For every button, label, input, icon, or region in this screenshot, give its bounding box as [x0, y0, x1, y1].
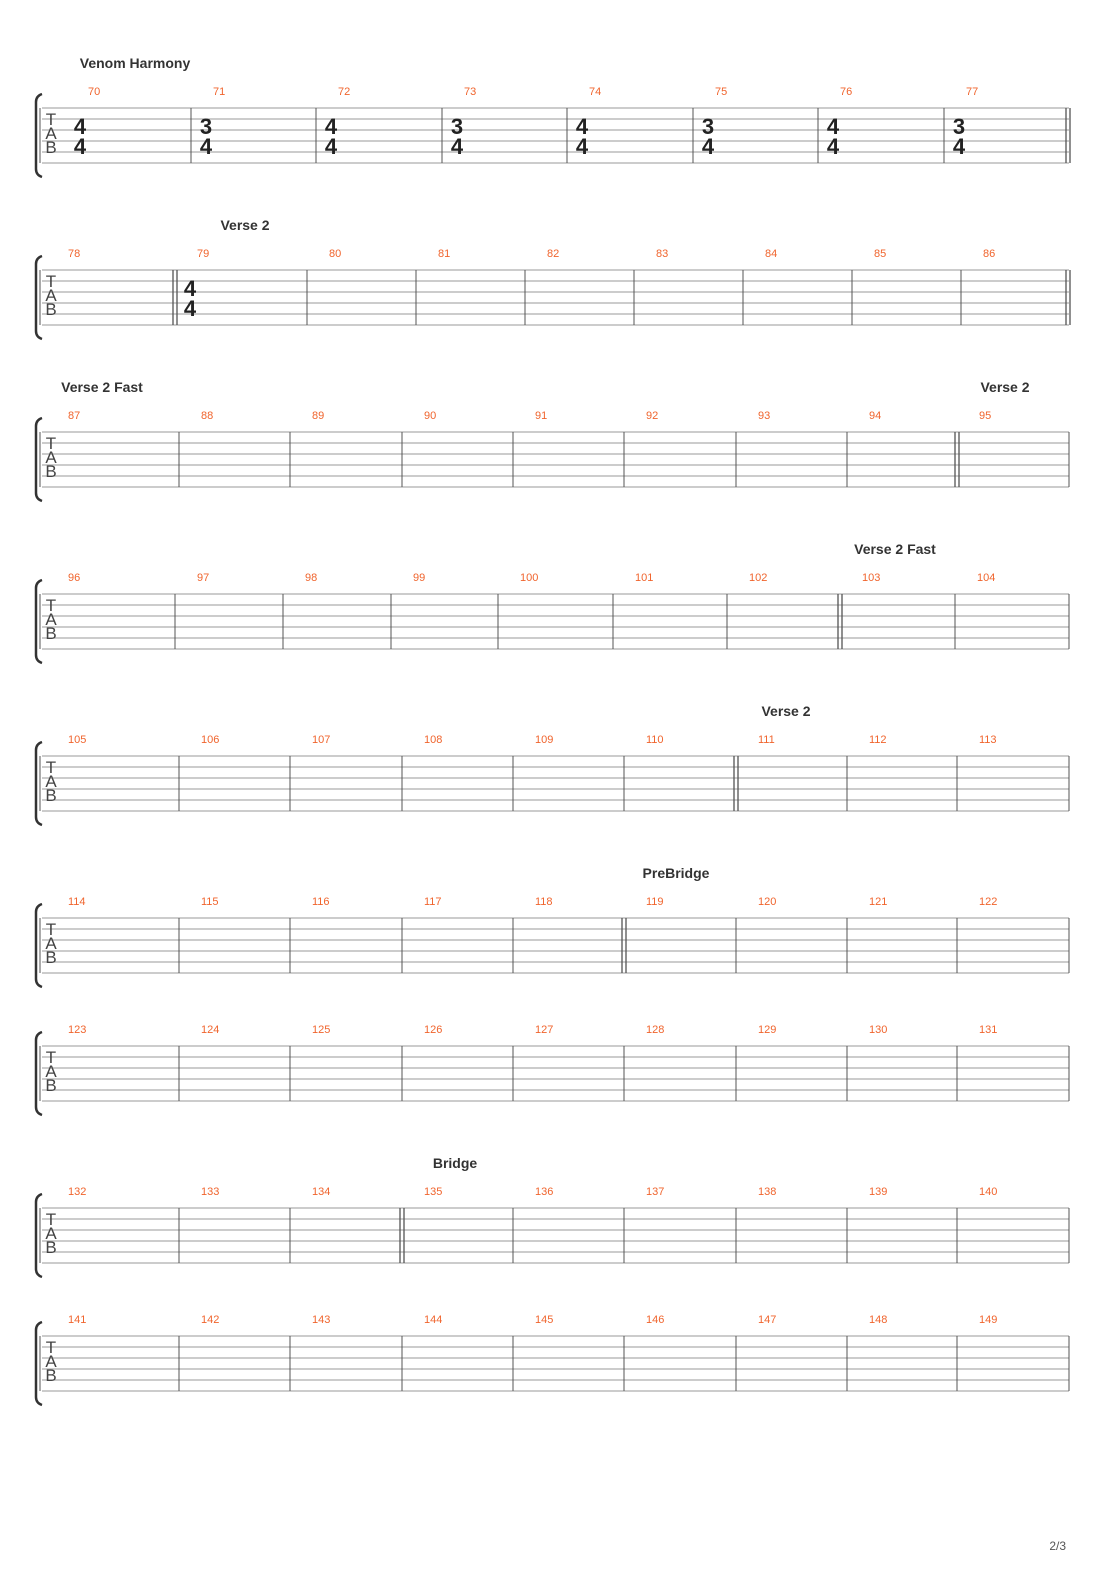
measure-number: 144 [424, 1314, 443, 1326]
measure-number: 115 [201, 896, 219, 908]
tab-clef-letter: B [45, 300, 57, 319]
measure-number: 147 [758, 1314, 777, 1326]
tab-clef-letter: B [45, 138, 57, 157]
time-signature-top: 4 [73, 114, 87, 139]
tab-clef-letter: A [45, 124, 57, 143]
measure-number: 78 [68, 248, 81, 260]
tab-system [36, 1314, 1069, 1405]
measure-number: 99 [413, 572, 426, 584]
measure-number: 142 [201, 1314, 220, 1326]
tab-clef-letter: T [45, 272, 57, 291]
measure-number: 121 [869, 896, 888, 908]
measure-number: 73 [464, 86, 477, 98]
time-signature-bottom: 4 [183, 296, 197, 321]
measure-number: 105 [68, 734, 87, 746]
measure-number: 79 [197, 248, 210, 260]
tab-clef-letter: B [45, 624, 57, 643]
time-signature-bottom: 4 [701, 134, 715, 159]
measure-number: 137 [646, 1186, 665, 1198]
system-bracket [36, 1194, 42, 1277]
section-label: Verse 2 [220, 217, 270, 233]
measure-number: 145 [535, 1314, 554, 1326]
tab-clef-letter: B [45, 1238, 57, 1257]
measure-number: 118 [535, 896, 553, 908]
section-label: Verse 2 [761, 703, 811, 719]
measure-number: 76 [840, 86, 853, 98]
time-signature-bottom: 4 [826, 134, 840, 159]
system-bracket [36, 1032, 42, 1115]
measure-number: 148 [869, 1314, 888, 1326]
time-signature-top: 4 [183, 276, 197, 301]
system-bracket [36, 580, 42, 663]
measure-number: 128 [646, 1024, 665, 1036]
measure-number: 122 [979, 896, 998, 908]
system-bracket [36, 1322, 42, 1405]
measure-number: 70 [88, 86, 101, 98]
measure-number: 71 [213, 86, 226, 98]
measure-number: 108 [424, 734, 443, 746]
measure-number: 116 [312, 896, 330, 908]
tab-clef-letter: T [45, 596, 57, 615]
measure-number: 77 [966, 86, 979, 98]
tab-clef-letter: A [45, 1224, 57, 1243]
time-signature-top: 3 [450, 114, 464, 139]
measure-number: 123 [68, 1024, 87, 1036]
time-signature-bottom: 4 [199, 134, 213, 159]
measure-number: 81 [438, 248, 451, 260]
tab-clef-letter: T [45, 758, 57, 777]
measure-number: 117 [424, 896, 442, 908]
tab-clef-letter: A [45, 448, 57, 467]
measure-number: 92 [646, 410, 659, 422]
system-bracket [36, 742, 42, 825]
tab-clef-letter: B [45, 786, 57, 805]
measure-number: 127 [535, 1024, 554, 1036]
measure-number: 119 [646, 896, 664, 908]
measure-number: 124 [201, 1024, 220, 1036]
measure-number: 94 [869, 410, 882, 422]
measure-number: 140 [979, 1186, 998, 1198]
section-label: Bridge [432, 1155, 478, 1171]
measure-number: 125 [312, 1024, 331, 1036]
tab-system [36, 1155, 1069, 1277]
measure-number: 126 [424, 1024, 443, 1036]
measure-number: 96 [68, 572, 81, 584]
measure-number: 131 [979, 1024, 998, 1036]
time-signature-top: 4 [826, 114, 840, 139]
page-number: 2/3 [1049, 1539, 1066, 1553]
measure-number: 88 [201, 410, 214, 422]
measure-number: 139 [869, 1186, 888, 1198]
tab-clef-letter: A [45, 772, 57, 791]
measure-number: 90 [424, 410, 437, 422]
time-signature-top: 3 [199, 114, 213, 139]
measure-number: 102 [749, 572, 768, 584]
time-signature-top: 4 [575, 114, 589, 139]
section-label: Venom Harmony [79, 55, 191, 71]
system-bracket [36, 904, 42, 987]
tab-clef-letter: T [45, 110, 57, 129]
measure-number: 114 [68, 896, 86, 908]
tab-clef-letter: B [45, 1366, 57, 1385]
measure-number: 133 [201, 1186, 220, 1198]
measure-number: 98 [305, 572, 318, 584]
system-bracket [36, 94, 42, 177]
tab-clef-letter: T [45, 1048, 57, 1067]
tab-clef-letter: T [45, 434, 57, 453]
tab-clef-letter: B [45, 1076, 57, 1095]
measure-number: 120 [758, 896, 777, 908]
measure-number: 149 [979, 1314, 998, 1326]
section-label: PreBridge [642, 865, 710, 881]
measure-number: 95 [979, 410, 992, 422]
measure-number: 109 [535, 734, 554, 746]
time-signature-top: 4 [324, 114, 338, 139]
measure-number: 112 [869, 734, 887, 746]
tab-clef-letter: T [45, 1338, 57, 1357]
measure-number: 101 [635, 572, 654, 584]
measure-number: 135 [424, 1186, 443, 1198]
tab-system [36, 55, 1070, 177]
measure-number: 130 [869, 1024, 888, 1036]
measure-number: 136 [535, 1186, 554, 1198]
time-signature-bottom: 4 [73, 134, 87, 159]
section-label: Verse 2 Fast [61, 379, 143, 395]
measure-number: 83 [656, 248, 669, 260]
time-signature-bottom: 4 [324, 134, 338, 159]
measure-number: 146 [646, 1314, 665, 1326]
measure-number: 138 [758, 1186, 777, 1198]
system-bracket [36, 256, 42, 339]
tab-clef-letter: A [45, 934, 57, 953]
time-signature-top: 3 [952, 114, 966, 139]
measure-number: 113 [979, 734, 997, 746]
time-signature-bottom: 4 [450, 134, 464, 159]
measure-number: 141 [68, 1314, 87, 1326]
measure-number: 111 [758, 734, 775, 746]
tab-system [36, 217, 1070, 339]
tab-clef-letter: B [45, 948, 57, 967]
tab-system [36, 1024, 1069, 1115]
tab-clef-letter: A [45, 286, 57, 305]
measure-number: 100 [520, 572, 539, 584]
time-signature-bottom: 4 [952, 134, 966, 159]
tab-clef-letter: A [45, 1062, 57, 1081]
measure-number: 72 [338, 86, 351, 98]
measure-number: 104 [977, 572, 996, 584]
measure-number: 134 [312, 1186, 331, 1198]
tab-clef-letter: B [45, 462, 57, 481]
measure-number: 129 [758, 1024, 777, 1036]
measure-number: 80 [329, 248, 342, 260]
tab-clef-letter: T [45, 920, 57, 939]
measure-number: 103 [862, 572, 881, 584]
measure-number: 82 [547, 248, 560, 260]
measure-number: 85 [874, 248, 887, 260]
tab-system [36, 379, 1069, 501]
measure-number: 132 [68, 1186, 87, 1198]
measure-number: 75 [715, 86, 728, 98]
measure-number: 74 [589, 86, 602, 98]
measure-number: 86 [983, 248, 996, 260]
tab-clef-letter: T [45, 1210, 57, 1229]
measure-number: 93 [758, 410, 771, 422]
measure-number: 87 [68, 410, 81, 422]
system-bracket [36, 418, 42, 501]
time-signature-bottom: 4 [575, 134, 589, 159]
section-label: Verse 2 Fast [854, 541, 936, 557]
measure-number: 107 [312, 734, 331, 746]
tab-system [36, 703, 1069, 825]
tab-clef-letter: A [45, 610, 57, 629]
measure-number: 110 [646, 734, 664, 746]
tab-system [36, 541, 1069, 663]
time-signature-top: 3 [701, 114, 715, 139]
measure-number: 84 [765, 248, 778, 260]
measure-number: 91 [535, 410, 548, 422]
measure-number: 97 [197, 572, 210, 584]
section-label: Verse 2 [980, 379, 1030, 395]
measure-number: 143 [312, 1314, 331, 1326]
measure-number: 89 [312, 410, 325, 422]
tab-clef-letter: A [45, 1352, 57, 1371]
tab-system [36, 865, 1069, 987]
measure-number: 106 [201, 734, 220, 746]
